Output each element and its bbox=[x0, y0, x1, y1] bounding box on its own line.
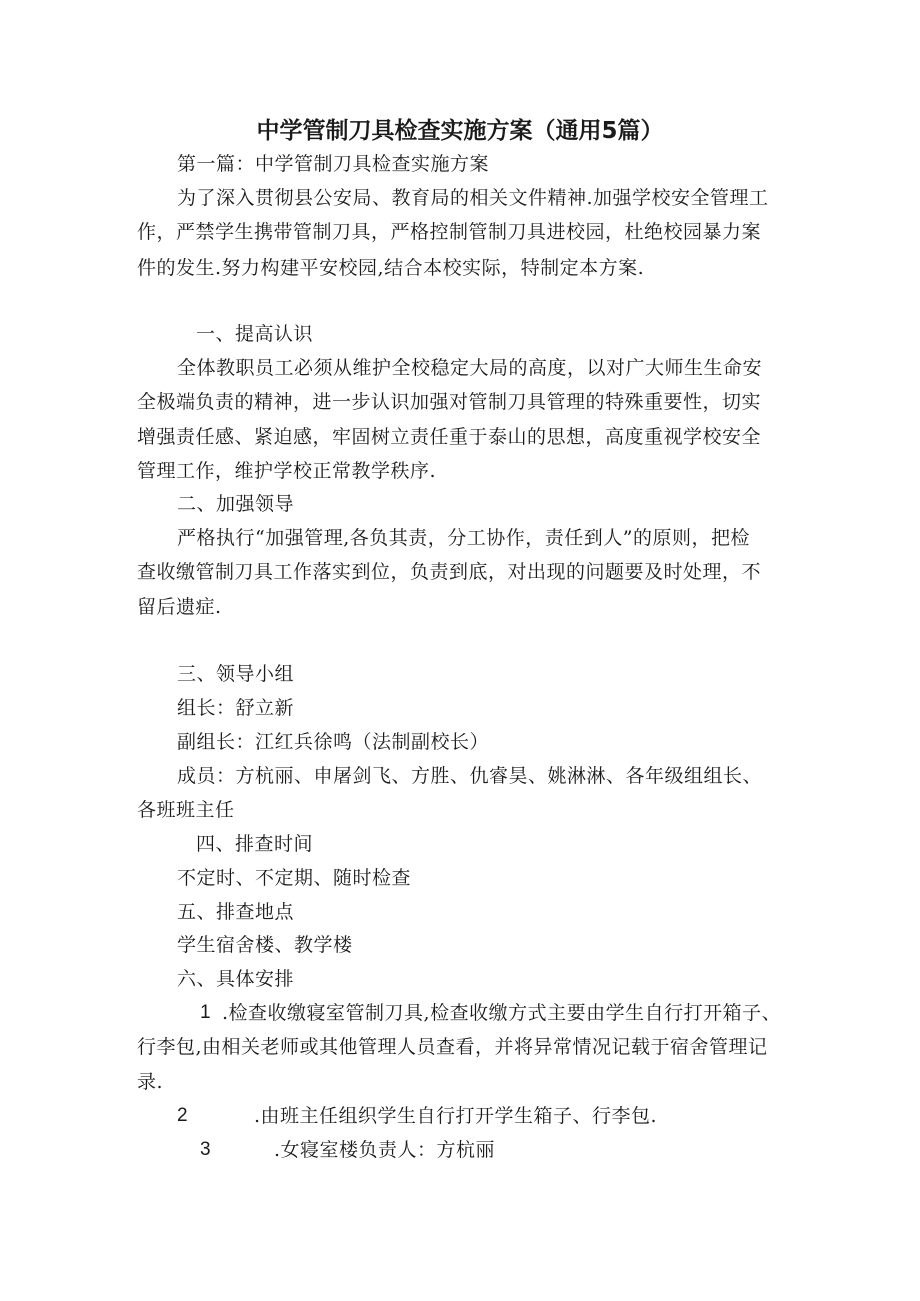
intro-line-3: 件的发生.努力构建平安校园,结合本校实际，特制定本方案. bbox=[137, 257, 645, 279]
section3-leader: 组长：舒立新 bbox=[177, 697, 295, 719]
section3-members-line-1: 成员：方杭丽、申屠剑飞、方胜、仇睿昊、姚淋淋、各年级组组长、 bbox=[177, 765, 763, 787]
section3-heading: 三、领导小组 bbox=[177, 663, 295, 685]
section5-content: 学生宿舍楼、教学楼 bbox=[177, 934, 353, 956]
section1-line-4: 管理工作，维护学校正常教学秩序. bbox=[137, 460, 437, 482]
section4-heading: 四、排查时间 bbox=[196, 833, 314, 855]
item2-number: 2 bbox=[177, 1105, 188, 1126]
item3-number: 3 bbox=[200, 1139, 211, 1160]
item1-line-3: 录. bbox=[137, 1071, 164, 1093]
section5-heading: 五、排查地点 bbox=[177, 901, 295, 923]
section2-line-2: 查收缴管制刀具工作落实到位，负责到底，对出现的问题要及时处理，不 bbox=[137, 561, 762, 583]
section3-deputy: 副组长：江红兵徐鸣（法制副校长） bbox=[177, 731, 490, 753]
document-title: 中学管制刀具检查实施方案（通用5篇） bbox=[256, 118, 664, 144]
section2-heading: 二、加强领导 bbox=[177, 493, 295, 515]
section-subtitle: 第一篇：中学管制刀具检查实施方案 bbox=[177, 153, 490, 175]
section3-members-line-2: 各班班主任 bbox=[137, 799, 235, 821]
item3-text: .女寝室楼负责人：方杭丽 bbox=[274, 1139, 496, 1161]
section1-heading: 一、提高认识 bbox=[196, 323, 314, 345]
section1-line-2: 全极端负责的精神，进一步认识加强对管制刀具管理的特殊重要性，切实 bbox=[137, 391, 762, 413]
item1-line-1: .检查收缴寝室管制刀具,检查收缴方式主要由学生自行打开箱子、 bbox=[222, 1002, 782, 1024]
section1-line-3: 增强责任感、紧迫感，牢固树立责任重于泰山的思想，高度重视学校安全 bbox=[137, 426, 762, 448]
item1-number: 1 bbox=[200, 1002, 211, 1023]
section6-heading: 六、具体安排 bbox=[177, 968, 295, 990]
section2-line-3: 留后遗症. bbox=[137, 596, 222, 618]
section4-content: 不定时、不定期、随时检查 bbox=[177, 867, 412, 889]
section2-line-1: 严格执行“加强管理,各负其责，分工协作，责任到人”的原则，把检 bbox=[177, 527, 750, 549]
section1-line-1: 全体教职员工必须从维护全校稳定大局的高度，以对广大师生生命安 bbox=[177, 357, 763, 379]
item1-line-2: 行李包,由相关老师或其他管理人员查看，并将异常情况记载于宿舍管理记 bbox=[137, 1036, 768, 1058]
item2-text: .由班主任组织学生自行打开学生箱子、行李包. bbox=[254, 1105, 658, 1127]
intro-line-2: 作，严禁学生携带管制刀具，严格控制管制刀具进校园，杜绝校园暴力案 bbox=[137, 221, 762, 243]
intro-line-1: 为了深入贯彻县公安局、教育局的相关文件精神.加强学校安全管理工 bbox=[177, 187, 769, 209]
